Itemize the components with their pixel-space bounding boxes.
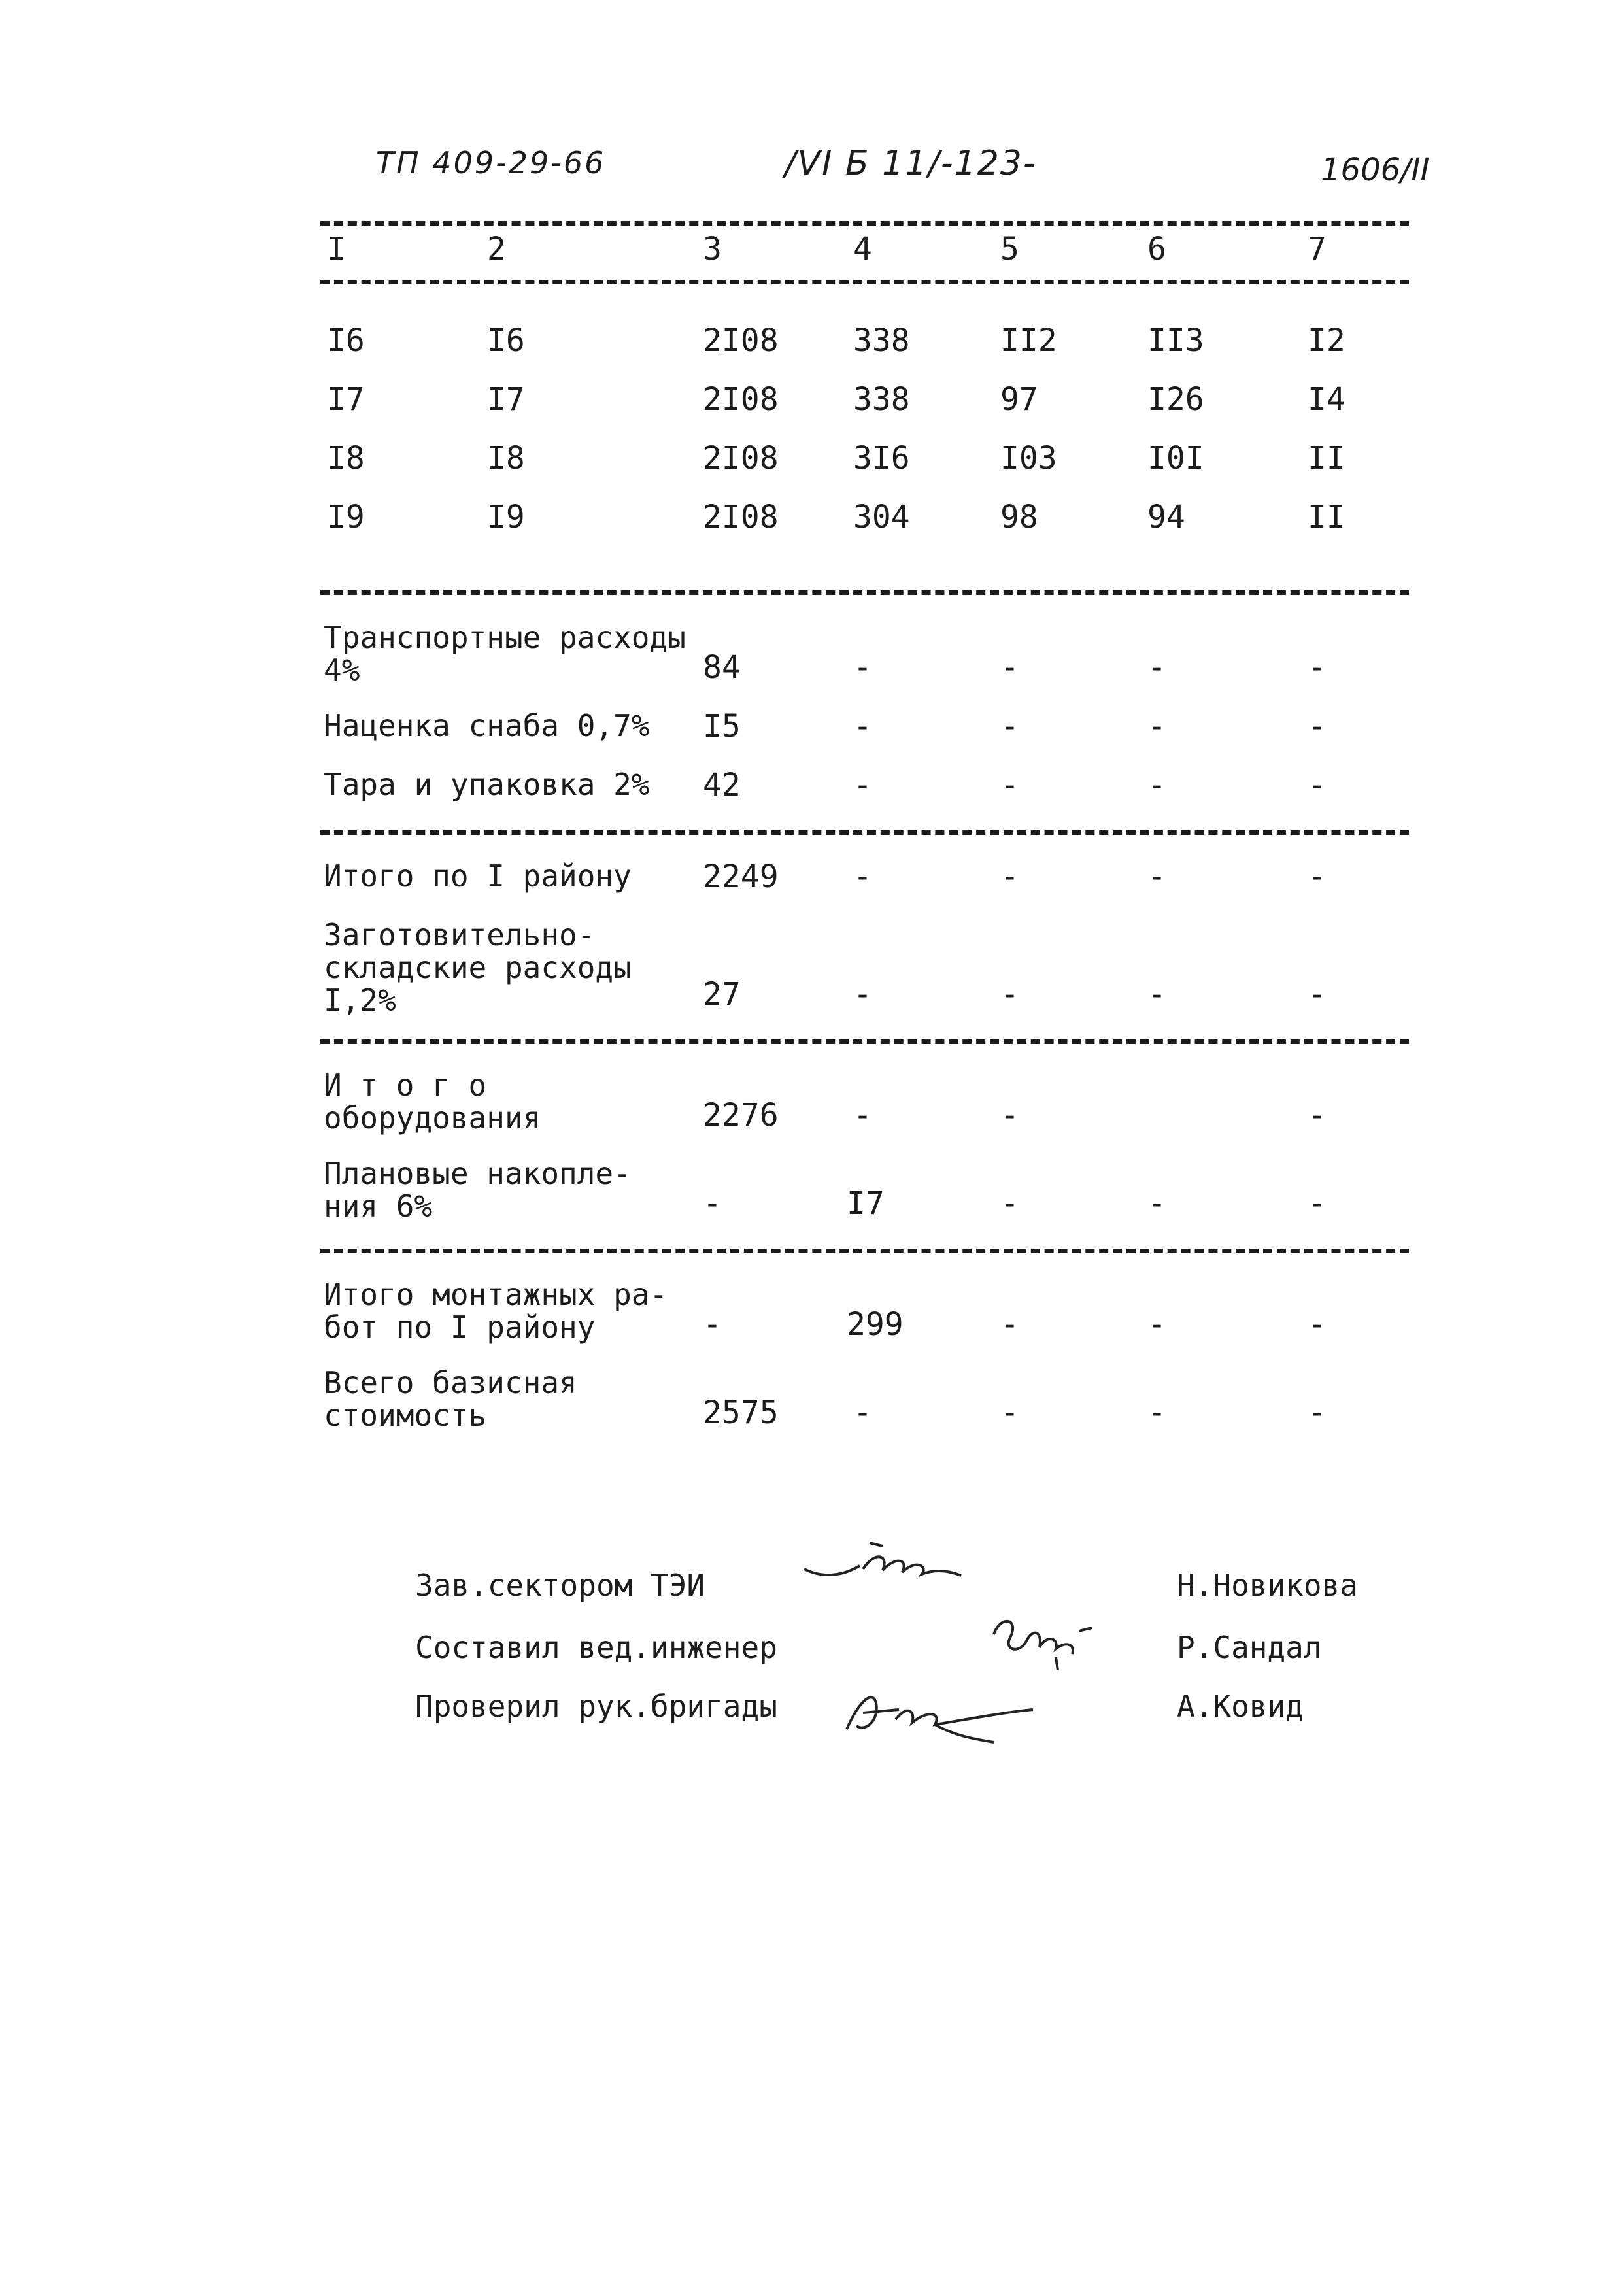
row-value: -: [1308, 1394, 1327, 1431]
row-value: -: [1147, 976, 1166, 1013]
row-value: -: [1147, 858, 1166, 895]
row-value: 299: [847, 1306, 904, 1343]
table-cell: I7: [487, 381, 525, 418]
table-cell: I4: [1308, 381, 1345, 418]
doc-code-left: ТП 409-29-66: [376, 145, 606, 180]
row-value: -: [1000, 767, 1019, 803]
row-value: -: [1308, 708, 1327, 745]
column-header: 2: [487, 231, 506, 267]
row-value: -: [853, 767, 872, 803]
column-header: 3: [703, 231, 722, 267]
rule-section: [320, 830, 1409, 835]
row-value: -: [1308, 858, 1327, 895]
row-value: 2575: [703, 1394, 779, 1431]
signature-name: А.Ковид: [1177, 1689, 1304, 1724]
table-cell: II: [1308, 440, 1345, 477]
row-value: -: [1308, 1306, 1327, 1343]
row-value: -: [1308, 976, 1327, 1013]
row-value: -: [1308, 1097, 1327, 1134]
row-label: Всего базисная стоимость: [324, 1365, 577, 1433]
table-cell: 2I08: [703, 440, 779, 477]
column-header: I: [327, 231, 346, 267]
row-value: I7: [847, 1185, 885, 1222]
row-label: Плановые накопле- ния 6%: [324, 1156, 632, 1224]
table-cell: 3I6: [853, 440, 910, 477]
table-cell: I8: [487, 440, 525, 477]
row-value: -: [1000, 1394, 1019, 1431]
row-value: -: [1308, 767, 1327, 803]
row-value: -: [1147, 1394, 1166, 1431]
signature-role: Зав.сектором ТЭИ: [415, 1568, 705, 1603]
row-value: -: [1000, 1185, 1019, 1222]
row-value: -: [703, 1185, 722, 1222]
row-value: -: [703, 1306, 722, 1343]
signature-role: Проверил рук.бригады: [415, 1689, 777, 1724]
column-header: 5: [1000, 231, 1019, 267]
column-header: 4: [853, 231, 872, 267]
row-value: -: [1000, 708, 1019, 745]
row-value: 27: [703, 976, 741, 1013]
row-label: Итого по I району: [324, 858, 632, 894]
handwritten-signature: [837, 1674, 1046, 1752]
row-label: Наценка снаба 0,7%: [324, 708, 650, 743]
handwritten-signature: [981, 1608, 1125, 1680]
table-cell: I9: [327, 499, 365, 535]
table-cell: I26: [1147, 381, 1204, 418]
row-value: -: [853, 708, 872, 745]
row-value: -: [1000, 1097, 1019, 1134]
row-value: -: [853, 858, 872, 895]
table-cell: I03: [1000, 440, 1057, 477]
column-header: 7: [1308, 231, 1327, 267]
table-cell: 2I08: [703, 322, 779, 359]
row-value: -: [1000, 1306, 1019, 1343]
table-cell: II2: [1000, 322, 1057, 359]
rule-section: [320, 1249, 1409, 1253]
row-label: Транспортные расходы 4%: [324, 620, 686, 688]
signature-role: Составил вед.инженер: [415, 1630, 777, 1665]
rule-top: [320, 221, 1409, 226]
table-cell: 338: [853, 322, 910, 359]
row-value: -: [853, 649, 872, 686]
row-value: -: [853, 1394, 872, 1431]
row-value: 84: [703, 649, 741, 686]
column-header: 6: [1147, 231, 1166, 267]
handwritten-signature: [798, 1530, 968, 1589]
row-value: -: [853, 976, 872, 1013]
table-cell: 94: [1147, 499, 1185, 535]
row-value: -: [1147, 1185, 1166, 1222]
row-value: 42: [703, 767, 741, 803]
table-cell: I6: [487, 322, 525, 359]
row-label: Заготовительно- складские расходы I,2%: [324, 917, 632, 1018]
doc-code-center: /VI Б 11/-123-: [785, 144, 1037, 183]
signature-name: Н.Новикова: [1177, 1568, 1358, 1603]
table-cell: I0I: [1147, 440, 1204, 477]
table-cell: I2: [1308, 322, 1345, 359]
row-value: -: [1147, 767, 1166, 803]
row-value: -: [1147, 708, 1166, 745]
table-cell: II: [1308, 499, 1345, 535]
table-cell: II3: [1147, 322, 1204, 359]
table-cell: 97: [1000, 381, 1038, 418]
table-cell: 304: [853, 499, 910, 535]
signature-name: Р.Сандал: [1177, 1630, 1322, 1665]
row-value: -: [1308, 1185, 1327, 1222]
row-value: -: [1000, 649, 1019, 686]
table-cell: 2I08: [703, 381, 779, 418]
rule-header: [320, 280, 1409, 284]
row-value: -: [1308, 649, 1327, 686]
row-label: Итого монтажных ра- бот по I району: [324, 1277, 668, 1345]
row-value: -: [1000, 976, 1019, 1013]
row-value: 2276: [703, 1097, 779, 1134]
table-cell: 2I08: [703, 499, 779, 535]
row-value: -: [853, 1097, 872, 1134]
row-value: -: [1147, 649, 1166, 686]
row-label: И т о г о оборудования: [324, 1068, 541, 1136]
row-label: Тара и упаковка 2%: [324, 767, 650, 802]
row-value: -: [1147, 1306, 1166, 1343]
table-cell: 338: [853, 381, 910, 418]
page-number: 1606/II: [1321, 152, 1430, 188]
table-cell: I7: [327, 381, 365, 418]
row-value: I5: [703, 708, 741, 745]
table-cell: I8: [327, 440, 365, 477]
table-cell: 98: [1000, 499, 1038, 535]
table-cell: I6: [327, 322, 365, 359]
rule-section: [320, 590, 1409, 595]
table-cell: I9: [487, 499, 525, 535]
row-value: -: [1000, 858, 1019, 895]
row-value: 2249: [703, 858, 779, 895]
rule-section: [320, 1039, 1409, 1044]
